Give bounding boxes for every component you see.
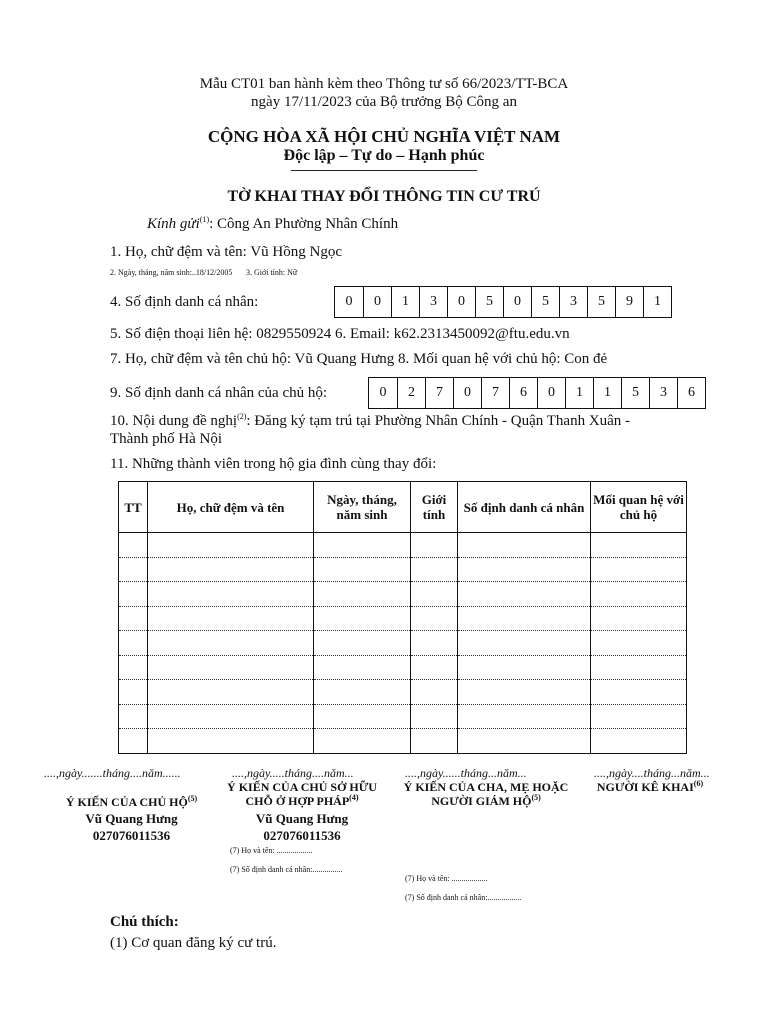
col-header-birth-date: Ngày, tháng, năm sinh (314, 482, 411, 533)
id-digit: 5 (587, 287, 615, 317)
table-cell (411, 557, 458, 582)
id-digit: 0 (447, 287, 475, 317)
id-digit: 3 (559, 287, 587, 317)
sig2-title: Ý KIẾN CỦA CHỦ SỞ HỮU CHỖ Ở HỢP PHÁP$^{(4)}$ (227, 780, 377, 808)
members-table-body (119, 533, 687, 754)
table-row (119, 606, 687, 631)
id-digit: 0 (345, 294, 353, 309)
table-row (119, 704, 687, 729)
full-name-label: 1. Họ, chữ đệm và tên: (110, 244, 251, 260)
id-digit: 5 (475, 287, 503, 317)
sig3-title: Ý KIẾN CỦA CHA, MẸ HOẶC NGƯỜI GIÁM HỘ$^{(5)}$ (403, 780, 569, 808)
col-header-id-number: Số định danh cá nhân (458, 482, 591, 533)
table-cell (411, 655, 458, 680)
table-cell (411, 606, 458, 631)
nation-name: CỘNG HÒA XÃ HỘI CHỦ NGHĨA VIỆT NAM (207, 127, 561, 146)
notes-title: Chú thích: (110, 914, 179, 930)
table-cell (458, 533, 591, 558)
form-template-note: Mẫu CT01 ban hành kèm theo Thông tư số 66/2023/TT-BCA (199, 76, 569, 92)
table-cell (591, 704, 687, 729)
table-cell (148, 631, 314, 656)
table-header-row (119, 482, 687, 533)
table-cell (314, 533, 411, 558)
sig2-note-name: (7) Họ và tên: .................. (230, 846, 313, 855)
sig3-date: ....,ngày......tháng...năm... (405, 766, 527, 780)
id-digit: 1 (391, 287, 419, 317)
sig2-id: 027076011536 (263, 828, 341, 843)
table-cell (314, 606, 411, 631)
table-cell (458, 557, 591, 582)
addressee-footnote: (1) (199, 215, 210, 224)
table-cell (148, 704, 314, 729)
sig2-date: ....,ngày.....tháng....năm... (232, 766, 354, 780)
head-id-digit: 7 (481, 378, 509, 408)
head-id-digit: 3 (649, 378, 677, 408)
members-table (118, 481, 687, 754)
table-row (119, 533, 687, 558)
table-cell (591, 557, 687, 582)
id-number-boxes (334, 286, 672, 318)
col-header-name: Họ, chữ đệm và tên (148, 482, 314, 533)
field-request-content (110, 413, 630, 430)
head-id-digit: 6 (509, 378, 537, 408)
sig1-id: 027076011536 (92, 828, 171, 843)
table-cell (458, 606, 591, 631)
sig3-note-id: (7) Số định danh cá nhân:................. (405, 893, 522, 902)
field-household-head: 7. Họ, chữ đệm và tên chủ hộ: Vũ Quang Hưng 8. Mối quan hệ với chủ hộ: Con đẻ (110, 351, 608, 367)
table-cell (314, 582, 411, 607)
table-cell (148, 582, 314, 607)
head-id-number-label: 9. Số định danh cá nhân của chủ hộ: (110, 385, 328, 401)
sig1-date: ....,ngày.......tháng....năm...... (44, 766, 181, 780)
sig4-date: ....,ngày....tháng...năm... (594, 766, 710, 780)
field-full-name (110, 244, 342, 261)
field-members-heading: 11. Những thành viên trong hộ gia đình cùng thay đổi: (110, 456, 437, 472)
request-value-continued: Thành phố Hà Nội (110, 431, 223, 447)
form-template-date: ngày 17/11/2023 của Bộ trưởng Bộ Công an (251, 94, 517, 110)
sig2-note-id: (7) Số định danh cá nhân:............... (230, 865, 343, 874)
table-cell (458, 704, 591, 729)
table-cell (119, 729, 148, 754)
table-cell (314, 557, 411, 582)
sig3-note-name: (7) Họ và tên: .................. (405, 874, 488, 883)
table-row (119, 557, 687, 582)
table-cell (411, 631, 458, 656)
table-cell (411, 582, 458, 607)
id-number-label: 4. Số định danh cá nhân: (110, 294, 259, 310)
sig4-title: NGƯỜI KÊ KHAI$^{(6)}$ (596, 779, 704, 794)
table-cell (119, 606, 148, 631)
request-value: : Đăng ký tạm trú tại Phường Nhân Chính - Quận Thanh Xuân - (246, 413, 631, 429)
id-digit: 0 (503, 287, 531, 317)
id-digit: 3 (419, 287, 447, 317)
id-digit: 0 (363, 287, 391, 317)
form-title: TỜ KHAI THAY ĐỔI THÔNG TIN CƯ TRÚ (227, 188, 541, 205)
table-cell (411, 533, 458, 558)
table-cell (591, 680, 687, 705)
table-row (119, 680, 687, 705)
head-id-digit: 0 (453, 378, 481, 408)
head-id-digit: 5 (621, 378, 649, 408)
table-cell (314, 729, 411, 754)
table-cell (119, 557, 148, 582)
table-cell (458, 680, 591, 705)
head-id-digit: 7 (425, 378, 453, 408)
table-cell (591, 582, 687, 607)
addressee-line (147, 216, 398, 233)
table-cell (119, 680, 148, 705)
table-cell (148, 557, 314, 582)
table-cell (119, 582, 148, 607)
national-motto: Độc lập – Tự do – Hạnh phúc (283, 147, 485, 164)
addressee-value: : Công An Phường Nhân Chính (209, 216, 399, 232)
head-id-digit: 0 (379, 385, 387, 400)
sig1-title: Ý KIẾN CỦA CHỦ HỘ$^{(5)}$ (65, 794, 198, 809)
table-cell (119, 655, 148, 680)
request-footnote: (2) (237, 412, 247, 421)
table-cell (148, 729, 314, 754)
table-cell (119, 533, 148, 558)
head-id-digit: 6 (677, 378, 705, 408)
table-cell (591, 729, 687, 754)
table-cell (411, 729, 458, 754)
col-header-gender: Giới tính (411, 482, 458, 533)
id-digit: 1 (643, 287, 671, 317)
request-label: 10. Nội dung đề nghị (110, 413, 238, 429)
head-id-number-boxes (368, 377, 706, 409)
field-gender: 3. Giới tính: Nữ (246, 268, 298, 277)
sig2-name: Vũ Quang Hưng (255, 811, 349, 826)
table-row (119, 655, 687, 680)
table-cell (411, 680, 458, 705)
table-cell (119, 631, 148, 656)
field-birth-date: 2. Ngày, tháng, năm sinh:..18/12/2005 (110, 268, 233, 277)
field-phone-email: 5. Số điện thoại liên hệ: 0829550924 6. Email: k62.2313450092@ftu.edu.vn (110, 326, 570, 342)
col-header-relationship: Mối quan hệ với chủ hộ (591, 482, 687, 533)
addressee-label: Kính gửi (147, 216, 200, 232)
id-digit: 5 (531, 287, 559, 317)
table-cell (314, 655, 411, 680)
head-id-digit: 0 (537, 378, 565, 408)
head-id-digit: 1 (593, 378, 621, 408)
table-cell (458, 655, 591, 680)
sig1-name: Vũ Quang Hưng (85, 811, 178, 826)
col-header-index: TT (119, 482, 148, 533)
table-cell (458, 729, 591, 754)
table-cell (591, 533, 687, 558)
table-cell (411, 704, 458, 729)
id-digit: 9 (615, 287, 643, 317)
table-cell (591, 655, 687, 680)
table-row (119, 729, 687, 754)
table-cell (148, 655, 314, 680)
table-row (119, 582, 687, 607)
motto-underline (291, 170, 477, 171)
table-cell (148, 606, 314, 631)
table-cell (119, 704, 148, 729)
table-row (119, 631, 687, 656)
table-cell (314, 704, 411, 729)
full-name-value: Vũ Hồng Ngọc (250, 244, 342, 260)
note-1: (1) Cơ quan đăng ký cư trú. (110, 935, 277, 951)
table-cell (148, 533, 314, 558)
table-cell (458, 631, 591, 656)
table-cell (591, 631, 687, 656)
table-cell (314, 680, 411, 705)
table-cell (591, 606, 687, 631)
table-cell (314, 631, 411, 656)
head-id-digit: 1 (565, 378, 593, 408)
head-id-digit: 2 (397, 378, 425, 408)
table-cell (148, 680, 314, 705)
table-cell (458, 582, 591, 607)
